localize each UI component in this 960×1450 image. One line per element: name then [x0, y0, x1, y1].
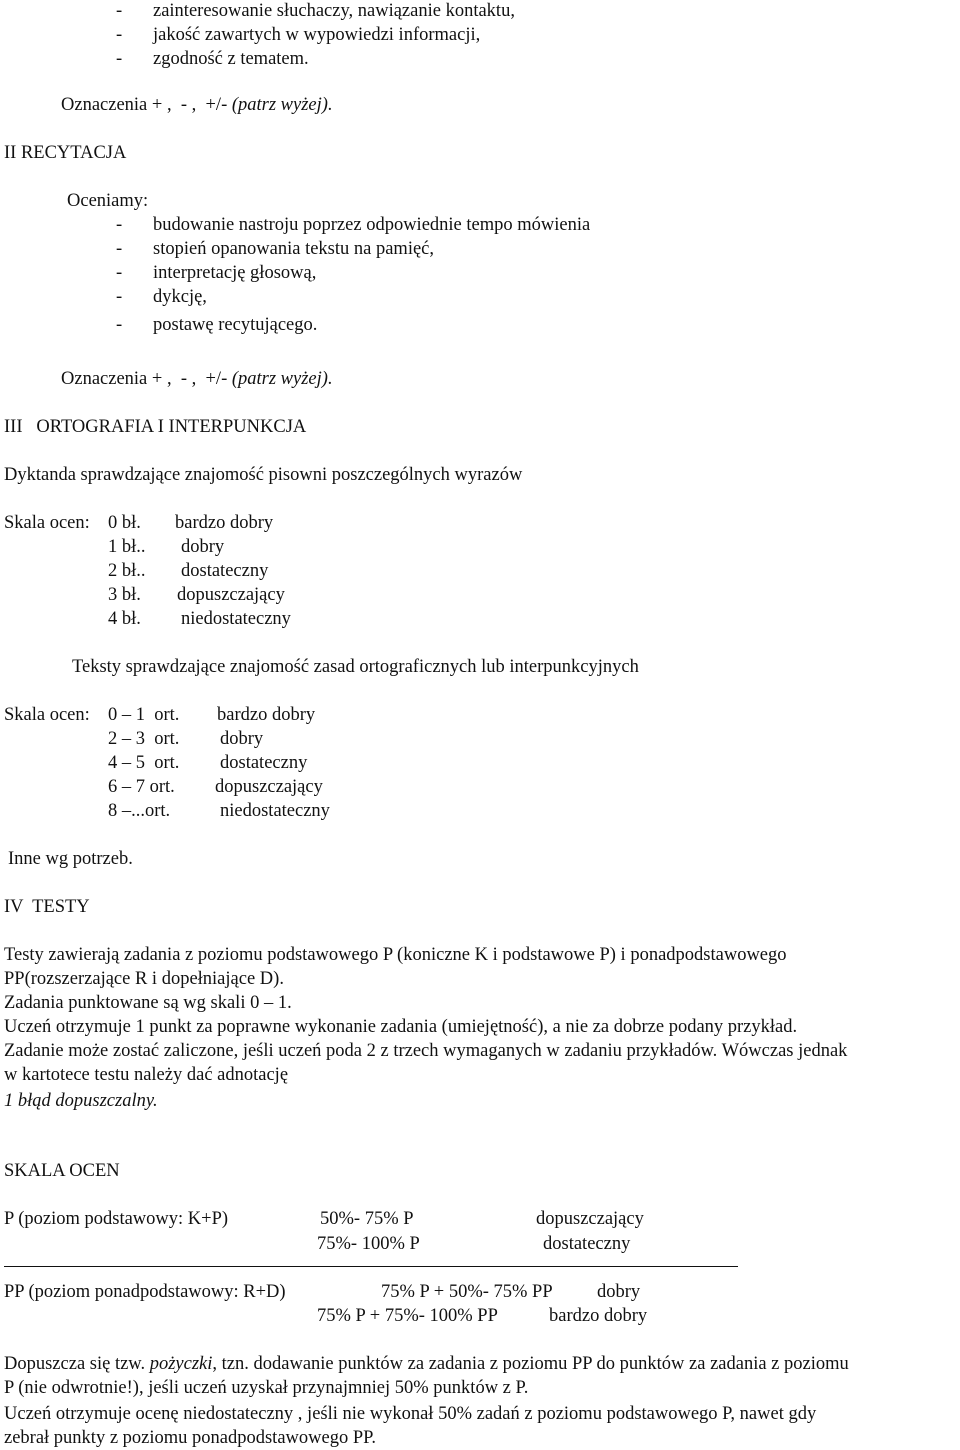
testy-line: PP(rozszerzające R i dopełniające D). [4, 969, 284, 989]
pp-range: 75% P + 75%- 100% PP [317, 1306, 498, 1326]
dyktanda-text: Dyktanda sprawdzające znajomość pisowni poszczególnych wyrazów [4, 465, 523, 485]
list-item: zainteresowanie słuchaczy, nawiązanie kontaktu, [153, 1, 515, 21]
p-grade: dostateczny [543, 1234, 631, 1254]
error-count: 8 –...ort. [108, 801, 171, 821]
list-item: budowanie nastroju poprzez odpowiednie tempo mówienia [153, 215, 591, 235]
grade: dopuszczający [177, 585, 285, 605]
list-item: zgodność z tematem. [153, 49, 309, 69]
marks-note: Oznaczenia + , - , +/- (patrz wyżej). [61, 95, 333, 115]
divider [4, 1266, 738, 1267]
testy-line: Zadania punktowane są wg skali 0 – 1. [4, 993, 292, 1013]
list-dash: - [116, 49, 123, 69]
scale-label: Skala ocen: [4, 705, 90, 725]
recytacja-intro: Oceniamy: [67, 191, 149, 211]
section-heading-recytacja: II RECYTACJA [4, 143, 127, 163]
grade: dostateczny [220, 753, 308, 773]
teksty-text: Teksty sprawdzające znajomość zasad ortograficznych lub interpunkcyjnych [72, 657, 639, 677]
error-count: 1 bł.. [108, 537, 146, 557]
list-item: jakość zawartych w wypowiedzi informacji, [153, 25, 481, 45]
pp-grade: bardzo dobry [549, 1306, 648, 1326]
grade: niedostateczny [220, 801, 330, 821]
list-dash: - [116, 215, 123, 235]
p-range: 50%- 75% P [320, 1209, 414, 1229]
error-count: 2 – 3 ort. [108, 729, 180, 749]
section-heading-ortografia: III ORTOGRAFIA I INTERPUNKCJA [4, 417, 307, 437]
testy-line: Testy zawierają zadania z poziomu podstawowego P (koniczne K i podstawowe P) i ponadpodstawowego [4, 945, 787, 965]
pp-range: 75% P + 50%- 75% PP [381, 1282, 553, 1302]
section-heading-testy: IV TESTY [4, 897, 90, 917]
pp-grade: dobry [597, 1282, 641, 1302]
list-dash: - [116, 263, 123, 283]
p-level-label: P (poziom podstawowy: K+P) [4, 1209, 229, 1229]
list-item: postawę recytującego. [153, 315, 318, 335]
testy-line: w kartotece testu należy dać adnotację [4, 1065, 289, 1085]
error-count: 0 – 1 ort. [108, 705, 180, 725]
error-count: 0 bł. [108, 513, 141, 533]
grade: dobry [181, 537, 225, 557]
section-heading-skala: SKALA OCEN [4, 1161, 120, 1181]
marks-note: Oznaczenia + , - , +/- (patrz wyżej). [61, 369, 333, 389]
grade: niedostateczny [181, 609, 291, 629]
testy-line: Zadanie może zostać zaliczone, jeśli uczeń poda 2 z trzech wymaganych w zadaniu przykładów. Wówczas jednak [4, 1041, 848, 1061]
scale-label: Skala ocen: [4, 513, 90, 533]
testy-line: Uczeń otrzymuje 1 punkt za poprawne wykonanie zadania (umiejętność), a nie za dobrze podany przykład. [4, 1017, 798, 1037]
error-count: 3 bł. [108, 585, 141, 605]
list-item: interpretację głosową, [153, 263, 317, 283]
other-note: Inne wg potrzeb. [8, 849, 133, 869]
footer-line: P (nie odwrotnie!), jeśli uczeń uzyskał przynajmniej 50% punktów z P. [4, 1378, 529, 1398]
error-count: 2 bł.. [108, 561, 146, 581]
footer-line: Uczeń otrzymuje ocenę niedostateczny , jeśli nie wykonał 50% zadań z poziomu podstawowego P, nawet gdy [4, 1404, 817, 1424]
p-range: 75%- 100% P [317, 1234, 420, 1254]
list-dash: - [116, 287, 123, 307]
list-dash: - [116, 315, 123, 335]
pp-level-label: PP (poziom ponadpodstawowy: R+D) [4, 1282, 286, 1302]
p-grade: dopuszczający [536, 1209, 644, 1229]
footer-line: Dopuszcza się tzw. pożyczki, tzn. dodawanie punktów za zadania z poziomu PP do punktów za zadania z poziomu [4, 1354, 849, 1374]
footer-line: zebrał punkty z poziomu ponadpodstawowego PP. [4, 1428, 376, 1448]
error-count: 4 – 5 ort. [108, 753, 180, 773]
list-item: dykcję, [153, 287, 207, 307]
error-count: 6 – 7 ort. [108, 777, 175, 797]
grade: bardzo dobry [217, 705, 316, 725]
grade: dostateczny [181, 561, 269, 581]
list-dash: - [116, 1, 123, 21]
list-dash: - [116, 25, 123, 45]
grade: bardzo dobry [175, 513, 274, 533]
grade: dopuszczający [215, 777, 323, 797]
testy-italic-note: 1 błąd dopuszczalny. [4, 1091, 158, 1111]
error-count: 4 bł. [108, 609, 141, 629]
list-item: stopień opanowania tekstu na pamięć, [153, 239, 435, 259]
grade: dobry [220, 729, 264, 749]
list-dash: - [116, 239, 123, 259]
